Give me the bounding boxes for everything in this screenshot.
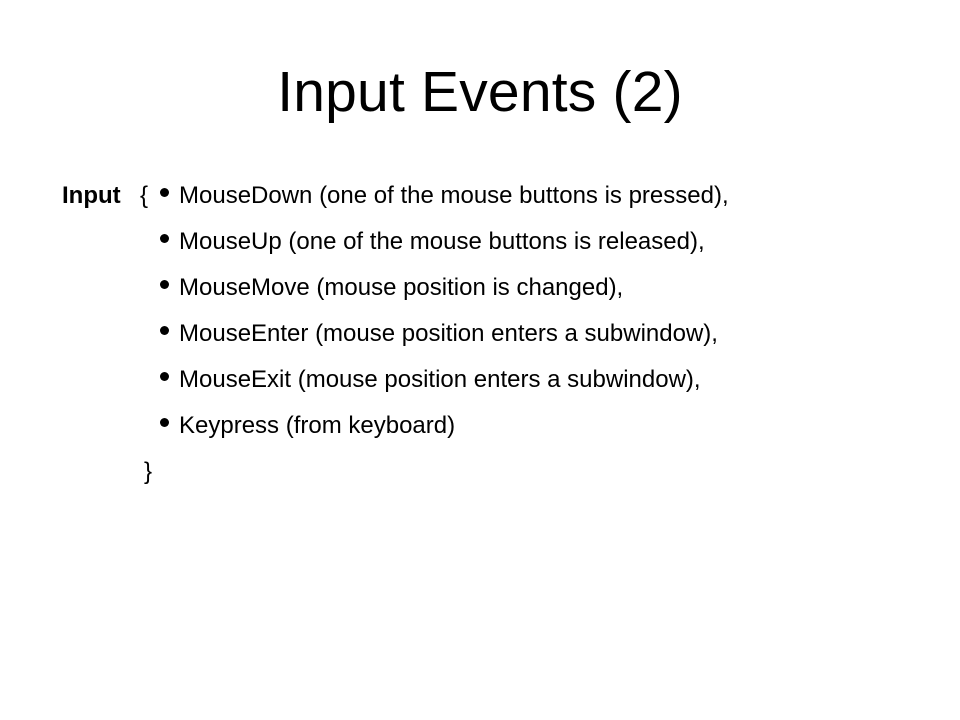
list-item xyxy=(160,220,705,264)
bullet-icon xyxy=(160,326,169,335)
event-text: MouseDown (one of the mouse buttons is pressed), xyxy=(179,182,729,209)
event-text: MouseEnter (mouse position enters a subwindow), xyxy=(179,320,718,347)
bullet-icon xyxy=(160,234,169,243)
event-text: MouseUp (one of the mouse buttons is released), xyxy=(179,228,705,255)
list-item xyxy=(160,404,455,448)
open-brace: { xyxy=(140,182,149,209)
bullet-icon xyxy=(160,280,169,289)
list-item xyxy=(160,266,623,310)
bullet-icon xyxy=(160,418,169,427)
bullet-icon xyxy=(160,372,169,381)
event-text: MouseMove (mouse position is changed), xyxy=(179,274,624,301)
close-brace: } xyxy=(144,458,153,485)
list-item xyxy=(160,358,701,402)
input-keyword: Input xyxy=(62,182,121,209)
event-text: MouseExit (mouse position enters a subwindow), xyxy=(179,366,701,393)
list-item xyxy=(160,312,718,356)
bullet-icon xyxy=(160,188,169,197)
event-text: Keypress (from keyboard) xyxy=(179,412,456,439)
list-item xyxy=(160,174,729,218)
slide-title: Input Events (2) xyxy=(277,60,683,124)
